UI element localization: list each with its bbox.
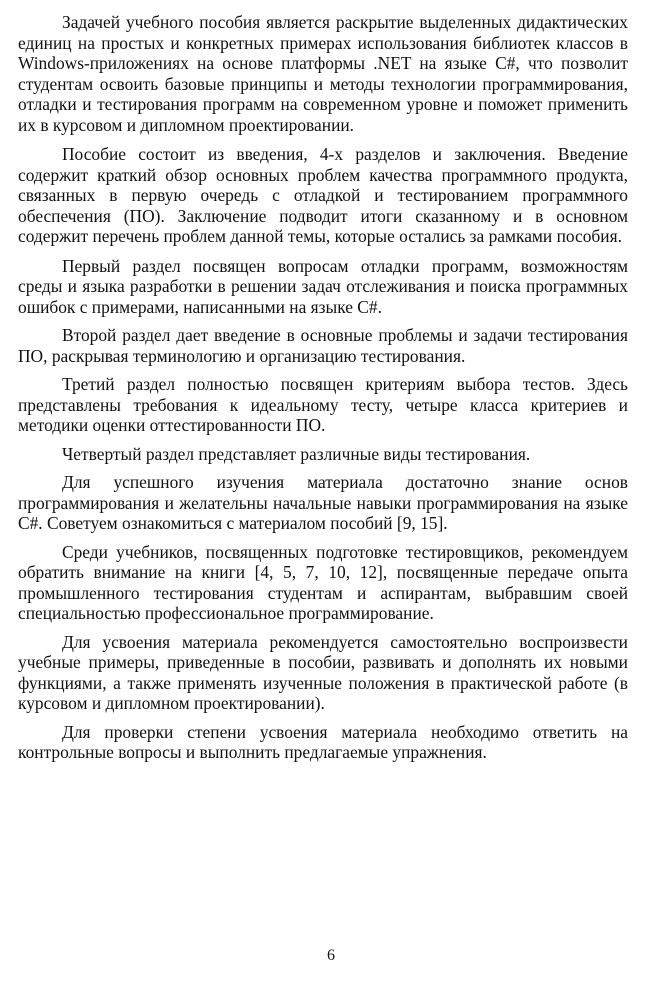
paragraph-practice: Для усвоения материала рекомендуется самостоятельно воспроизвести учебные примеры, приведенные в пособии, развивать и дополнять их новыми функциями, а также применять изученные положения в практической работе (в курсовом и дипломном проектировании). [18, 631, 628, 713]
page-number: 6 [327, 947, 335, 964]
paragraph-prerequisites: Для успешного изучения материала достаточно знание основ программирования и желательны начальные навыки программирования на языке C#. Советуем ознакомиться с материалом пособий [9, 15]. [18, 472, 628, 533]
paragraph-section-1: Первый раздел посвящен вопросам отладки программ, возможностям среды и языка разработки в решении задач отслеживания и поиска программных ошибок с примерами, написанными на языке C#. [18, 255, 628, 317]
paragraph-goal: Задачей учебного пособия является раскрытие выделенных дидактических единиц на простых и конкретных примерах использования библиотек классов в Windows-приложениях на основе платформы .NET на языке C#, что позволит студентам освоить базовые принципы и методы технологии программирования, отладки и тестирования программ на современном уровне и поможет применить их в курсовом и дипломном проектировании. [18, 12, 628, 135]
paragraph-section-2: Второй раздел дает введение в основные проблемы и задачи тестирования ПО, раскрывая терминологию и организацию тестирования. [18, 325, 628, 366]
paragraph-textbooks: Среди учебников, посвященных подготовке тестировщиков, рекомендуем обратить внимание на книги [4, 5, 7, 10, 12], посвященные передаче опыта промышленного тестирования студентам и аспирантам, выбравшим своей специальностью профессиональное программирование. [18, 541, 628, 623]
paragraph-section-4: Четвертый раздел представляет различные виды тестирования. [62, 443, 531, 464]
paragraph-structure: Пособие состоит из введения, 4-х разделов и заключения. Введение содержит краткий обзор основных проблем качества программного продукта, связанных в первую очередь с отладкой и тестированием программного обеспечения (ПО). Заключение подводит итоги сказанному и в основном содержит перечень проблем данной темы, которые остались за рамками пособия. [18, 144, 628, 246]
page-body [18, 12, 628, 771]
paragraph-self-check: Для проверки степени усвоения материала необходимо ответить на контрольные вопросы и выполнить предлагаемые упражнения. [18, 721, 628, 762]
paragraph-section-3: Третий раздел полностью посвящен критериям выбора тестов. Здесь представлены требования к идеальному тесту, четыре класса критериев и методики оценки оттестированности ПО. [18, 374, 628, 435]
